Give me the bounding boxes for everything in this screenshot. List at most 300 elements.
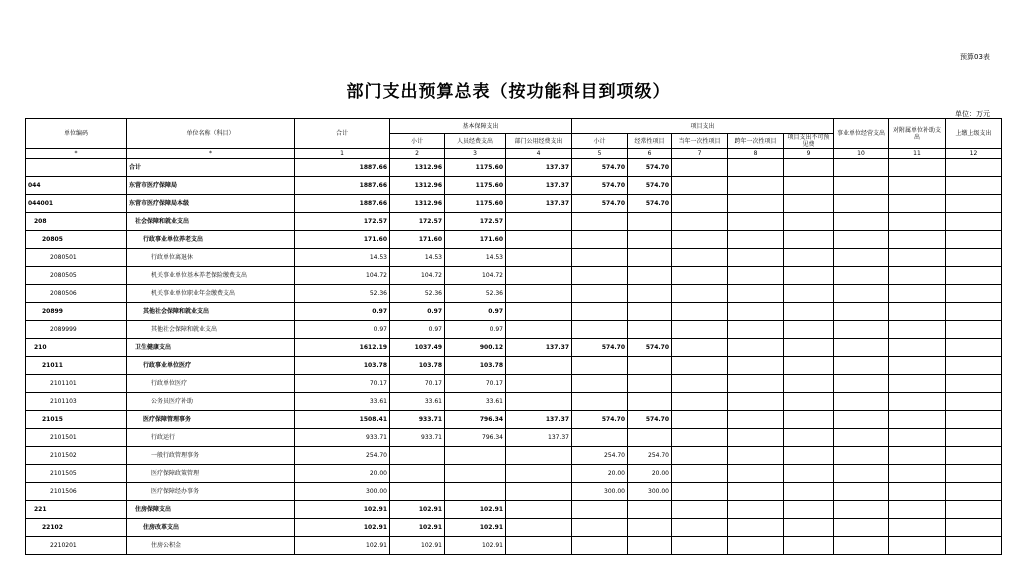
cell-empty <box>728 159 784 177</box>
unit-label: 单位：万元 <box>955 110 990 118</box>
cell-empty <box>728 285 784 303</box>
cell-personnel: 104.72 <box>445 267 506 285</box>
cell-public <box>506 249 572 267</box>
cell-empty <box>889 177 946 195</box>
table-row <box>26 321 1002 339</box>
budget-table <box>25 118 1002 555</box>
table-row <box>26 177 1002 195</box>
cell-code: 221 <box>26 501 127 519</box>
cell-project-subtotal <box>572 285 628 303</box>
cell-project-subtotal <box>572 357 628 375</box>
cell-project-regular: 20.00 <box>628 465 672 483</box>
cell-empty <box>728 411 784 429</box>
cell-basic-subtotal: 103.78 <box>390 357 445 375</box>
cell-project-subtotal <box>572 213 628 231</box>
cell-empty <box>672 213 728 231</box>
header-project-regular: 经常性项目 <box>628 134 672 149</box>
cell-empty <box>728 447 784 465</box>
cell-empty <box>728 465 784 483</box>
cell-empty <box>672 393 728 411</box>
table-row <box>26 231 1002 249</box>
header-total: 合计 <box>295 119 390 149</box>
cell-public <box>506 519 572 537</box>
cell-project-regular <box>628 375 672 393</box>
cell-total: 102.91 <box>295 537 390 555</box>
cell-project-regular <box>628 249 672 267</box>
cell-empty <box>728 249 784 267</box>
cell-empty <box>834 537 889 555</box>
cell-personnel: 1175.60 <box>445 159 506 177</box>
cell-public <box>506 303 572 321</box>
cell-project-subtotal <box>572 321 628 339</box>
cell-public <box>506 285 572 303</box>
table-row <box>26 519 1002 537</box>
cell-empty <box>784 159 834 177</box>
cell-empty <box>889 213 946 231</box>
cell-basic-subtotal: 0.97 <box>390 303 445 321</box>
header-project: 项目支出 <box>572 119 834 134</box>
cell-name: 东营市医疗保障局本级 <box>127 195 295 213</box>
cell-empty <box>889 339 946 357</box>
cell-empty <box>672 375 728 393</box>
cell-project-regular <box>628 321 672 339</box>
cell-empty <box>946 537 1002 555</box>
cell-personnel: 102.91 <box>445 537 506 555</box>
cell-name: 行政单位离退休 <box>127 249 295 267</box>
cell-code: 22102 <box>26 519 127 537</box>
cell-project-regular <box>628 429 672 447</box>
cell-empty <box>672 321 728 339</box>
cell-empty <box>784 357 834 375</box>
cell-empty <box>728 195 784 213</box>
cell-personnel: 796.34 <box>445 429 506 447</box>
cell-public <box>506 465 572 483</box>
cell-project-subtotal: 574.70 <box>572 411 628 429</box>
index-cell: * <box>26 149 127 159</box>
header-project-unforeseen: 项目支出不可预见费 <box>784 134 834 149</box>
cell-empty <box>889 195 946 213</box>
cell-basic-subtotal: 52.36 <box>390 285 445 303</box>
cell-name: 住房公积金 <box>127 537 295 555</box>
cell-empty <box>889 465 946 483</box>
cell-code: 2210201 <box>26 537 127 555</box>
cell-name: 一般行政管理事务 <box>127 447 295 465</box>
cell-basic-subtotal: 104.72 <box>390 267 445 285</box>
index-cell: 4 <box>506 149 572 159</box>
cell-empty <box>946 411 1002 429</box>
cell-total: 1887.66 <box>295 177 390 195</box>
cell-project-subtotal: 574.70 <box>572 159 628 177</box>
header-basic-personnel: 人员经费支出 <box>445 134 506 149</box>
cell-code: 2101505 <box>26 465 127 483</box>
cell-project-subtotal <box>572 375 628 393</box>
cell-empty <box>672 537 728 555</box>
cell-basic-subtotal: 933.71 <box>390 411 445 429</box>
cell-project-regular <box>628 213 672 231</box>
table-row <box>26 267 1002 285</box>
cell-project-regular <box>628 537 672 555</box>
cell-empty <box>672 177 728 195</box>
cell-personnel: 70.17 <box>445 375 506 393</box>
cell-empty <box>728 339 784 357</box>
cell-project-regular <box>628 303 672 321</box>
cell-name: 机关事业单位基本养老保险缴费支出 <box>127 267 295 285</box>
cell-personnel: 1175.60 <box>445 195 506 213</box>
cell-name: 其他社会保障和就业支出 <box>127 321 295 339</box>
cell-name: 机关事业单位职业年金缴费支出 <box>127 285 295 303</box>
cell-empty <box>889 393 946 411</box>
cell-empty <box>834 339 889 357</box>
cell-personnel: 102.91 <box>445 501 506 519</box>
cell-code: 2080501 <box>26 249 127 267</box>
cell-personnel: 796.34 <box>445 411 506 429</box>
cell-total: 1887.66 <box>295 195 390 213</box>
cell-code: 2101501 <box>26 429 127 447</box>
cell-public: 137.37 <box>506 339 572 357</box>
cell-empty <box>946 375 1002 393</box>
page-title: 部门支出预算总表（按功能科目到项级） <box>346 82 671 102</box>
table-row <box>26 339 1002 357</box>
cell-basic-subtotal: 1312.96 <box>390 177 445 195</box>
cell-empty <box>672 519 728 537</box>
cell-total: 171.60 <box>295 231 390 249</box>
cell-empty <box>728 177 784 195</box>
cell-total: 172.57 <box>295 213 390 231</box>
cell-empty <box>834 159 889 177</box>
cell-empty <box>946 303 1002 321</box>
table-row <box>26 411 1002 429</box>
cell-project-subtotal <box>572 519 628 537</box>
cell-personnel: 171.60 <box>445 231 506 249</box>
cell-empty <box>784 267 834 285</box>
cell-name: 住房改革支出 <box>127 519 295 537</box>
index-cell: 7 <box>672 149 728 159</box>
cell-empty <box>946 429 1002 447</box>
cell-empty <box>834 267 889 285</box>
cell-empty <box>728 519 784 537</box>
cell-empty <box>728 213 784 231</box>
header-project-onetime-cross: 跨年一次性项目 <box>728 134 784 149</box>
index-cell: 5 <box>572 149 628 159</box>
cell-name: 医疗保障经办事务 <box>127 483 295 501</box>
cell-empty <box>889 303 946 321</box>
cell-empty <box>889 249 946 267</box>
cell-empty <box>784 465 834 483</box>
cell-total: 52.36 <box>295 285 390 303</box>
cell-empty <box>834 393 889 411</box>
cell-project-subtotal: 574.70 <box>572 339 628 357</box>
cell-total: 14.53 <box>295 249 390 267</box>
cell-empty <box>672 465 728 483</box>
cell-empty <box>889 375 946 393</box>
header-basic: 基本保障支出 <box>390 119 572 134</box>
cell-total: 0.97 <box>295 321 390 339</box>
cell-basic-subtotal: 171.60 <box>390 231 445 249</box>
header-basic-public: 部门公用经费支出 <box>506 134 572 149</box>
header-unit-code: 单位编码 <box>26 119 127 149</box>
cell-empty <box>889 483 946 501</box>
cell-empty <box>728 483 784 501</box>
cell-empty <box>946 519 1002 537</box>
cell-basic-subtotal: 14.53 <box>390 249 445 267</box>
cell-empty <box>672 339 728 357</box>
cell-basic-subtotal: 933.71 <box>390 429 445 447</box>
cell-public <box>506 321 572 339</box>
cell-project-regular <box>628 285 672 303</box>
index-cell: 11 <box>889 149 946 159</box>
cell-basic-subtotal: 102.91 <box>390 501 445 519</box>
cell-empty <box>946 249 1002 267</box>
cell-name: 住房保障支出 <box>127 501 295 519</box>
cell-empty <box>784 321 834 339</box>
cell-personnel: 900.12 <box>445 339 506 357</box>
cell-empty <box>946 393 1002 411</box>
table-row <box>26 249 1002 267</box>
index-cell: * <box>127 149 295 159</box>
index-cell: 1 <box>295 149 390 159</box>
table-row <box>26 159 1002 177</box>
index-cell: 10 <box>834 149 889 159</box>
cell-empty <box>672 285 728 303</box>
cell-public <box>506 393 572 411</box>
header-business: 事业单位经营支出 <box>834 119 889 149</box>
cell-empty <box>728 429 784 447</box>
cell-total: 70.17 <box>295 375 390 393</box>
cell-name: 医疗保障管理事务 <box>127 411 295 429</box>
cell-personnel: 0.97 <box>445 303 506 321</box>
cell-empty <box>784 195 834 213</box>
cell-project-regular: 574.70 <box>628 159 672 177</box>
cell-empty <box>672 159 728 177</box>
cell-empty <box>672 483 728 501</box>
cell-empty <box>834 321 889 339</box>
cell-empty <box>784 519 834 537</box>
cell-code <box>26 159 127 177</box>
cell-name: 行政单位医疗 <box>127 375 295 393</box>
cell-empty <box>672 501 728 519</box>
cell-empty <box>784 501 834 519</box>
cell-empty <box>728 267 784 285</box>
cell-total: 20.00 <box>295 465 390 483</box>
cell-public <box>506 375 572 393</box>
cell-empty <box>784 285 834 303</box>
cell-empty <box>834 357 889 375</box>
table-row <box>26 285 1002 303</box>
cell-name: 其他社会保障和就业支出 <box>127 303 295 321</box>
cell-basic-subtotal: 102.91 <box>390 537 445 555</box>
cell-code: 208 <box>26 213 127 231</box>
cell-empty <box>889 231 946 249</box>
cell-total: 104.72 <box>295 267 390 285</box>
cell-project-subtotal <box>572 393 628 411</box>
index-cell: 9 <box>784 149 834 159</box>
cell-code: 2080505 <box>26 267 127 285</box>
cell-empty <box>946 213 1002 231</box>
cell-empty <box>834 483 889 501</box>
cell-empty <box>946 177 1002 195</box>
cell-project-regular <box>628 231 672 249</box>
cell-empty <box>784 177 834 195</box>
cell-project-subtotal <box>572 429 628 447</box>
cell-empty <box>784 411 834 429</box>
header-basic-subtotal: 小计 <box>390 134 445 149</box>
cell-total: 103.78 <box>295 357 390 375</box>
cell-empty <box>946 159 1002 177</box>
cell-public <box>506 501 572 519</box>
cell-empty <box>784 231 834 249</box>
cell-public <box>506 447 572 465</box>
cell-project-regular: 574.70 <box>628 195 672 213</box>
table-header <box>26 119 1002 149</box>
cell-basic-subtotal: 33.61 <box>390 393 445 411</box>
cell-empty <box>834 249 889 267</box>
cell-total: 1887.66 <box>295 159 390 177</box>
cell-empty <box>946 357 1002 375</box>
cell-empty <box>784 429 834 447</box>
cell-empty <box>889 429 946 447</box>
table-row <box>26 447 1002 465</box>
cell-total: 1508.41 <box>295 411 390 429</box>
cell-empty <box>889 519 946 537</box>
cell-empty <box>728 375 784 393</box>
cell-personnel: 1175.60 <box>445 177 506 195</box>
cell-code: 2101101 <box>26 375 127 393</box>
cell-basic-subtotal: 70.17 <box>390 375 445 393</box>
cell-code: 21011 <box>26 357 127 375</box>
cell-basic-subtotal: 172.57 <box>390 213 445 231</box>
table-row <box>26 465 1002 483</box>
cell-empty <box>728 537 784 555</box>
cell-empty <box>784 213 834 231</box>
cell-empty <box>672 195 728 213</box>
table-row <box>26 429 1002 447</box>
cell-public <box>506 231 572 249</box>
cell-basic-subtotal: 1312.96 <box>390 195 445 213</box>
cell-empty <box>784 375 834 393</box>
cell-project-subtotal: 574.70 <box>572 177 628 195</box>
cell-project-regular: 254.70 <box>628 447 672 465</box>
cell-empty <box>946 285 1002 303</box>
cell-empty <box>946 267 1002 285</box>
header-unit-name: 单位名称（科目） <box>127 119 295 149</box>
cell-name: 行政运行 <box>127 429 295 447</box>
cell-empty <box>889 285 946 303</box>
cell-basic-subtotal: 1037.49 <box>390 339 445 357</box>
cell-project-regular <box>628 501 672 519</box>
cell-empty <box>889 447 946 465</box>
cell-empty <box>784 483 834 501</box>
cell-total: 0.97 <box>295 303 390 321</box>
cell-personnel: 33.61 <box>445 393 506 411</box>
cell-project-regular <box>628 267 672 285</box>
table-body <box>26 149 1002 555</box>
cell-empty <box>834 231 889 249</box>
cell-empty <box>728 393 784 411</box>
header-subsidy: 对附属单位补助支出 <box>889 119 946 149</box>
cell-project-subtotal <box>572 537 628 555</box>
cell-code: 044 <box>26 177 127 195</box>
cell-empty <box>834 195 889 213</box>
cell-project-subtotal <box>572 501 628 519</box>
cell-total: 933.71 <box>295 429 390 447</box>
header-upper: 上缴上级支出 <box>946 119 1002 149</box>
cell-basic-subtotal: 0.97 <box>390 321 445 339</box>
cell-code: 2080506 <box>26 285 127 303</box>
cell-empty <box>728 321 784 339</box>
cell-empty <box>946 483 1002 501</box>
cell-empty <box>834 213 889 231</box>
cell-empty <box>784 339 834 357</box>
table-row <box>26 303 1002 321</box>
cell-empty <box>834 465 889 483</box>
index-row <box>26 149 1002 159</box>
index-cell: 2 <box>390 149 445 159</box>
cell-code: 2101103 <box>26 393 127 411</box>
cell-name: 东营市医疗保障局 <box>127 177 295 195</box>
cell-name: 合计 <box>127 159 295 177</box>
cell-empty <box>946 195 1002 213</box>
table-row <box>26 483 1002 501</box>
cell-empty <box>834 429 889 447</box>
cell-public: 137.37 <box>506 429 572 447</box>
table-row <box>26 357 1002 375</box>
cell-personnel: 0.97 <box>445 321 506 339</box>
cell-project-regular: 300.00 <box>628 483 672 501</box>
index-cell: 8 <box>728 149 784 159</box>
cell-basic-subtotal: 1312.96 <box>390 159 445 177</box>
cell-empty <box>834 501 889 519</box>
cell-code: 21015 <box>26 411 127 429</box>
cell-empty <box>889 159 946 177</box>
cell-project-regular <box>628 357 672 375</box>
index-cell: 12 <box>946 149 1002 159</box>
cell-public <box>506 267 572 285</box>
cell-basic-subtotal <box>390 483 445 501</box>
cell-empty <box>946 501 1002 519</box>
cell-empty <box>672 447 728 465</box>
cell-empty <box>946 447 1002 465</box>
cell-personnel <box>445 483 506 501</box>
cell-personnel: 102.91 <box>445 519 506 537</box>
cell-project-subtotal: 254.70 <box>572 447 628 465</box>
cell-code: 20899 <box>26 303 127 321</box>
form-code: 预算03表 <box>960 53 990 61</box>
cell-project-subtotal: 20.00 <box>572 465 628 483</box>
cell-personnel: 103.78 <box>445 357 506 375</box>
cell-empty <box>728 231 784 249</box>
cell-public: 137.37 <box>506 411 572 429</box>
cell-personnel: 52.36 <box>445 285 506 303</box>
cell-public: 137.37 <box>506 159 572 177</box>
cell-code: 2089999 <box>26 321 127 339</box>
cell-name: 医疗保障政策管理 <box>127 465 295 483</box>
cell-personnel: 14.53 <box>445 249 506 267</box>
cell-project-subtotal <box>572 231 628 249</box>
cell-empty <box>946 231 1002 249</box>
cell-project-subtotal <box>572 303 628 321</box>
cell-empty <box>834 375 889 393</box>
cell-personnel: 172.57 <box>445 213 506 231</box>
cell-project-regular: 574.70 <box>628 339 672 357</box>
cell-empty <box>834 411 889 429</box>
cell-public <box>506 213 572 231</box>
cell-project-subtotal <box>572 249 628 267</box>
header-project-onetime-current: 当年一次性项目 <box>672 134 728 149</box>
cell-public: 137.37 <box>506 195 572 213</box>
cell-empty <box>784 447 834 465</box>
cell-empty <box>784 537 834 555</box>
cell-total: 1612.19 <box>295 339 390 357</box>
